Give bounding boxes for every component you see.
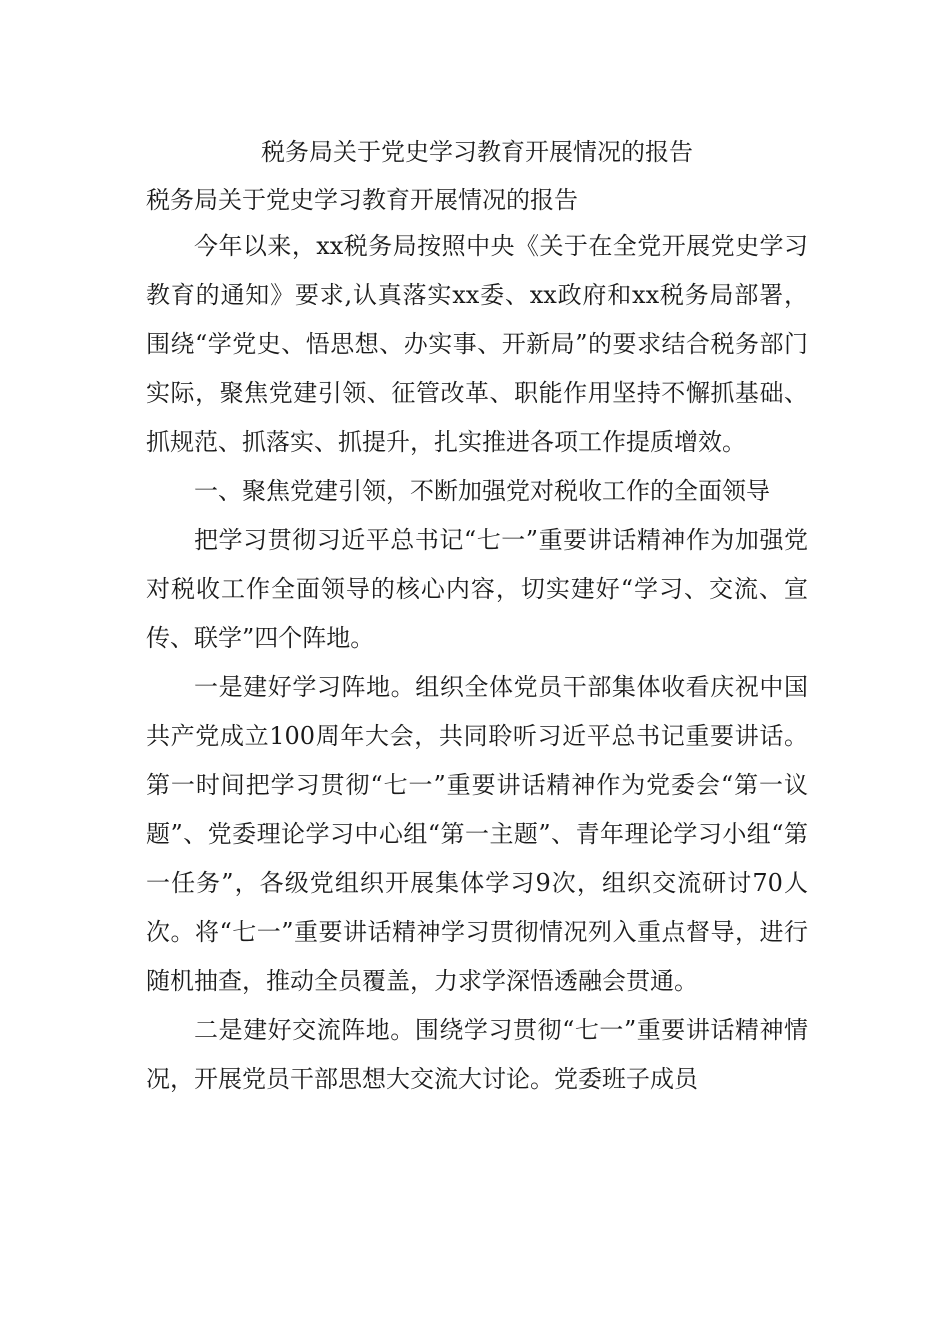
paragraph-intro: 今年以来，xx税务局按照中央《关于在全党开展党史学习教育的通知》要求,认真落实xx委、xx政府和xx税务局部署，围绕“学党史、悟思想、办实事、开新局”的要求结合税务部门实际，聚焦党建引领、征管改革、职能作用坚持不懈抓基础、抓规范、抓落实、抓提升，扎实推进各项工作提质增效。: [146, 232, 808, 456]
document-subtitle: 税务局关于党史学习教育开展情况的报告: [146, 186, 578, 214]
paragraph-study-position: 一是建好学习阵地。组织全体党员干部集体收看庆祝中国共产党成立100周年大会，共同聆听习近平总书记重要讲话。第一时间把学习贯彻“七一”重要讲话精神作为党委会“第一议题”、党委理论学习中心组“第一主题”、青年理论学习小组“第一任务”，各级党组织开展集体学习9次，组织交流研讨70人次。将“七一”重要讲话精神学习贯彻情况列入重点督导，进行随机抽查，推动全员覆盖，力求学深悟透融会贯通。: [146, 673, 808, 995]
document-title: 税务局关于党史学习教育开展情况的报告: [261, 138, 693, 166]
section-heading-1: 一、聚焦党建引领，不断加强党对税收工作的全面领导: [194, 477, 770, 505]
paragraph-exchange-position: 二是建好交流阵地。围绕学习贯彻“七一”重要讲话精神情况，开展党员干部思想大交流大讨论。党委班子成员: [146, 1016, 808, 1093]
paragraph-section-intro: 把学习贯彻习近平总书记“七一”重要讲话精神作为加强党对税收工作全面领导的核心内容，切实建好“学习、交流、宣传、联学”四个阵地。: [146, 526, 808, 652]
document-page: [146, 130, 808, 1104]
